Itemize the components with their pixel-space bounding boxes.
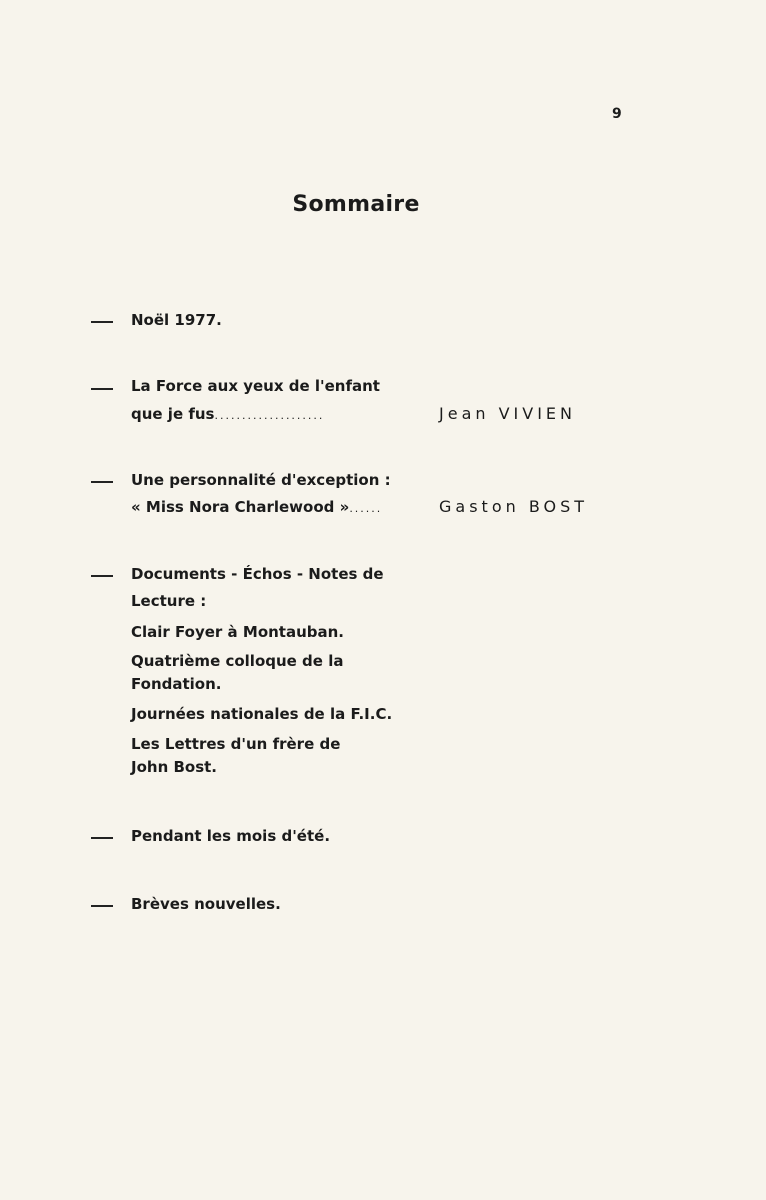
dot-leader: ......: [349, 502, 383, 515]
toc-entry-author: Jean VIVIEN: [439, 404, 576, 423]
entry-dash: [91, 575, 113, 577]
entry-dash: [91, 388, 113, 390]
toc-entry-text: que je fus: [131, 405, 215, 423]
toc-sub-item: Clair Foyer à Montauban.: [131, 623, 345, 641]
page-title: Sommaire: [292, 192, 420, 217]
entry-dash: [91, 321, 113, 323]
dot-leader: ....................: [214, 409, 325, 422]
toc-entry-title-continued: Lecture :: [131, 592, 207, 610]
toc-sub-item: Quatrième colloque de la: [131, 652, 344, 670]
toc-entry-title: La Force aux yeux de l'enfant: [131, 377, 380, 395]
toc-entry-title: Documents - Échos - Notes de: [131, 565, 384, 583]
toc-entry-text: « Miss Nora Charlewood »: [131, 498, 350, 516]
toc-sub-item-continued: Fondation.: [131, 675, 222, 693]
toc-sub-item: Les Lettres d'un frère de: [131, 735, 341, 753]
entry-dash: [91, 905, 113, 907]
toc-entry-title: Pendant les mois d'été.: [131, 827, 331, 845]
toc-entry-title-continued: [131, 405, 324, 423]
toc-sub-item: Journées nationales de la F.I.C.: [131, 705, 393, 723]
toc-entry-title: Une personnalité d'exception :: [131, 471, 391, 489]
toc-entry-title: Noël 1977.: [131, 311, 222, 329]
toc-sub-item-continued: John Bost.: [131, 758, 218, 776]
entry-dash: [91, 481, 113, 483]
page-number: 9: [612, 106, 622, 122]
toc-entry-author: Gaston BOST: [439, 497, 589, 516]
toc-entry-title: Brèves nouvelles.: [131, 895, 281, 913]
entry-dash: [91, 837, 113, 839]
toc-entry-title-continued: [131, 498, 382, 516]
